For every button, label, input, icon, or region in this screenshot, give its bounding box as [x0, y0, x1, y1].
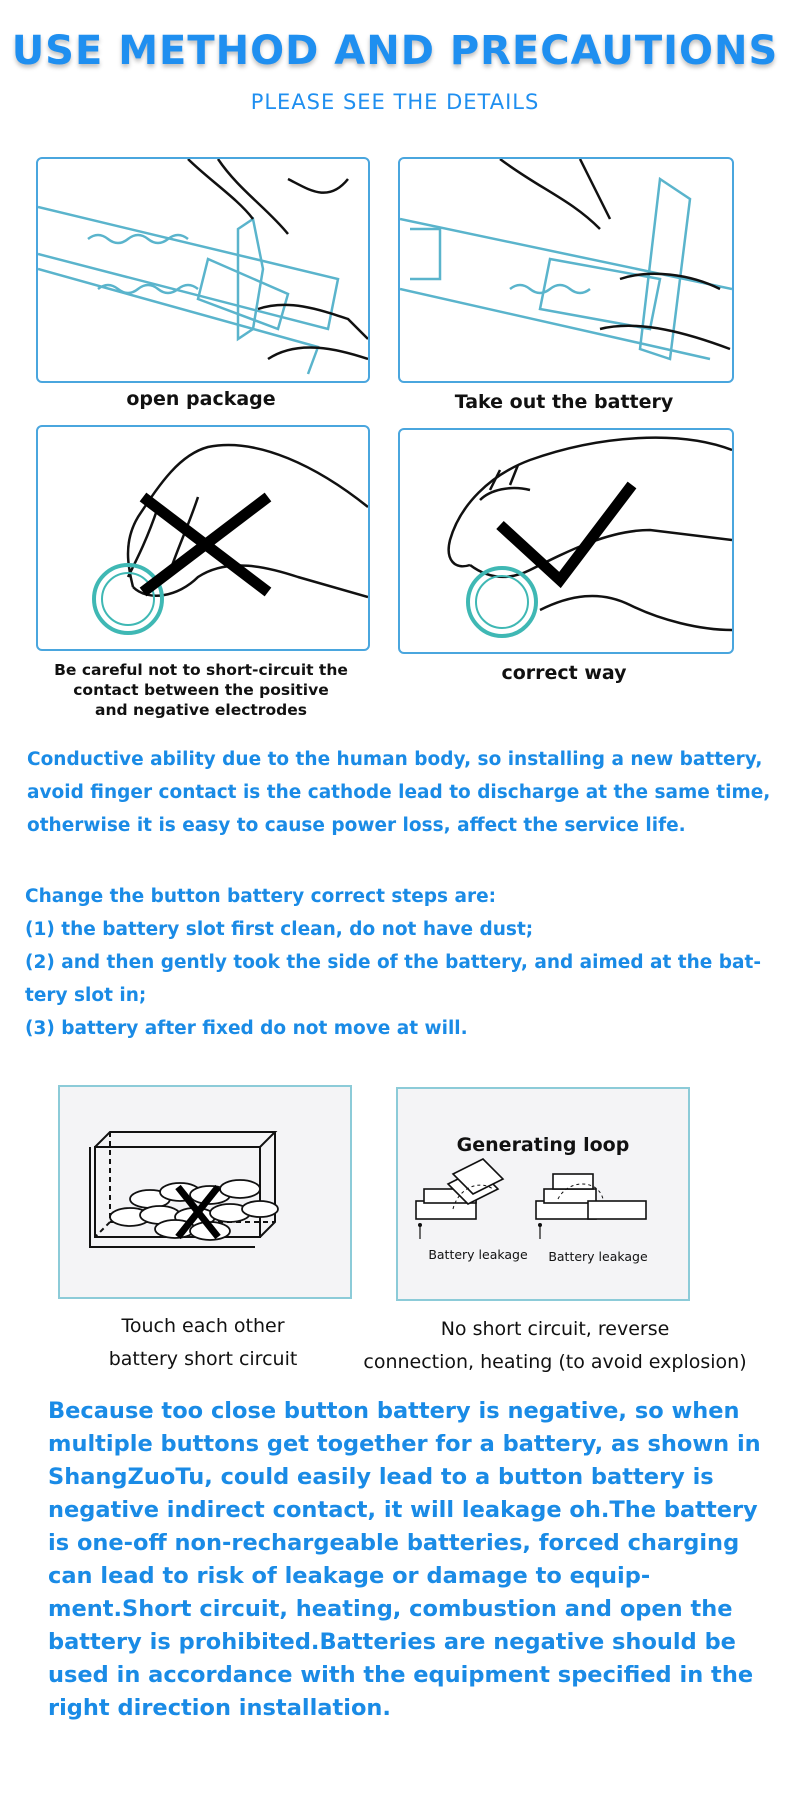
paragraph-line: ShangZuoTu, could easily lead to a button battery is	[48, 1464, 714, 1490]
battery-leakage-label: Battery leakage	[548, 1249, 648, 1264]
paragraph-line: Because too close button battery is negative, so when	[48, 1398, 740, 1424]
caption-line: contact between the positive	[73, 681, 329, 699]
paragraph-line: avoid finger contact is the cathode lead to discharge at the same time,	[27, 782, 771, 803]
battery-leakage-label: Battery leakage	[428, 1247, 528, 1262]
body-contact-warning-paragraph	[27, 743, 777, 842]
batteries-touching-illustration	[58, 1085, 352, 1299]
short-circuit-warning-caption	[36, 660, 366, 720]
paragraph-line: right direction installation.	[48, 1695, 391, 1721]
caption-line: No short circuit, reverse	[440, 1318, 670, 1340]
caption-line: connection, heating (to avoid explosion)	[363, 1351, 747, 1373]
generating-loop-label: Generating loop	[456, 1134, 630, 1156]
touching-batteries-caption	[58, 1310, 348, 1376]
paragraph-line: battery is prohibited.Batteries are negative should be	[48, 1629, 736, 1655]
replacement-steps-paragraph	[25, 880, 775, 1045]
caption-line: Touch each other	[121, 1315, 285, 1337]
take-out-battery-illustration	[398, 157, 734, 383]
paragraph-line: otherwise it is easy to cause power loss, affect the service life.	[27, 815, 686, 836]
take-out-battery-caption: Take out the battery	[454, 391, 674, 413]
correct-way-illustration	[398, 428, 734, 654]
paragraph-line: Conductive ability due to the human body, so installing a new battery,	[27, 749, 763, 770]
steps-heading: Change the button battery correct steps are:	[25, 886, 497, 907]
generating-loop-caption	[340, 1313, 770, 1379]
step-item: (2) and then gently took the side of the battery, and aimed at the bat-	[25, 952, 762, 973]
page-subtitle: PLEASE SEE THE DETAILS	[250, 90, 540, 114]
leakage-warning-paragraph	[48, 1395, 768, 1725]
step-item: tery slot in;	[25, 985, 147, 1006]
caption-line: Be careful not to short-circuit the	[54, 661, 348, 679]
open-package-illustration	[36, 157, 370, 383]
wrong-way-illustration	[36, 425, 370, 651]
caption-line: battery short circuit	[108, 1348, 298, 1370]
paragraph-line: ment.Short circuit, heating, combustion and open the	[48, 1596, 733, 1622]
caption-line: and negative electrodes	[95, 701, 307, 719]
open-package-caption: open package	[126, 388, 276, 410]
step-item: (1) the battery slot first clean, do not have dust;	[25, 919, 534, 940]
paragraph-line: negative indirect contact, it will leakage oh.The battery	[48, 1497, 758, 1523]
generating-loop-illustration	[396, 1087, 690, 1301]
correct-way-caption: correct way	[501, 662, 627, 684]
page-title: USE METHOD AND PRECAUTIONS	[11, 28, 779, 74]
paragraph-line: can lead to risk of leakage or damage to equip-	[48, 1563, 651, 1589]
paragraph-line: used in accordance with the equipment specified in the	[48, 1662, 754, 1688]
step-item: (3) battery after fixed do not move at will.	[25, 1018, 468, 1039]
paragraph-line: multiple buttons get together for a battery, as shown in	[48, 1431, 761, 1457]
paragraph-line: is one-off non-rechargeable batteries, forced charging	[48, 1530, 740, 1556]
